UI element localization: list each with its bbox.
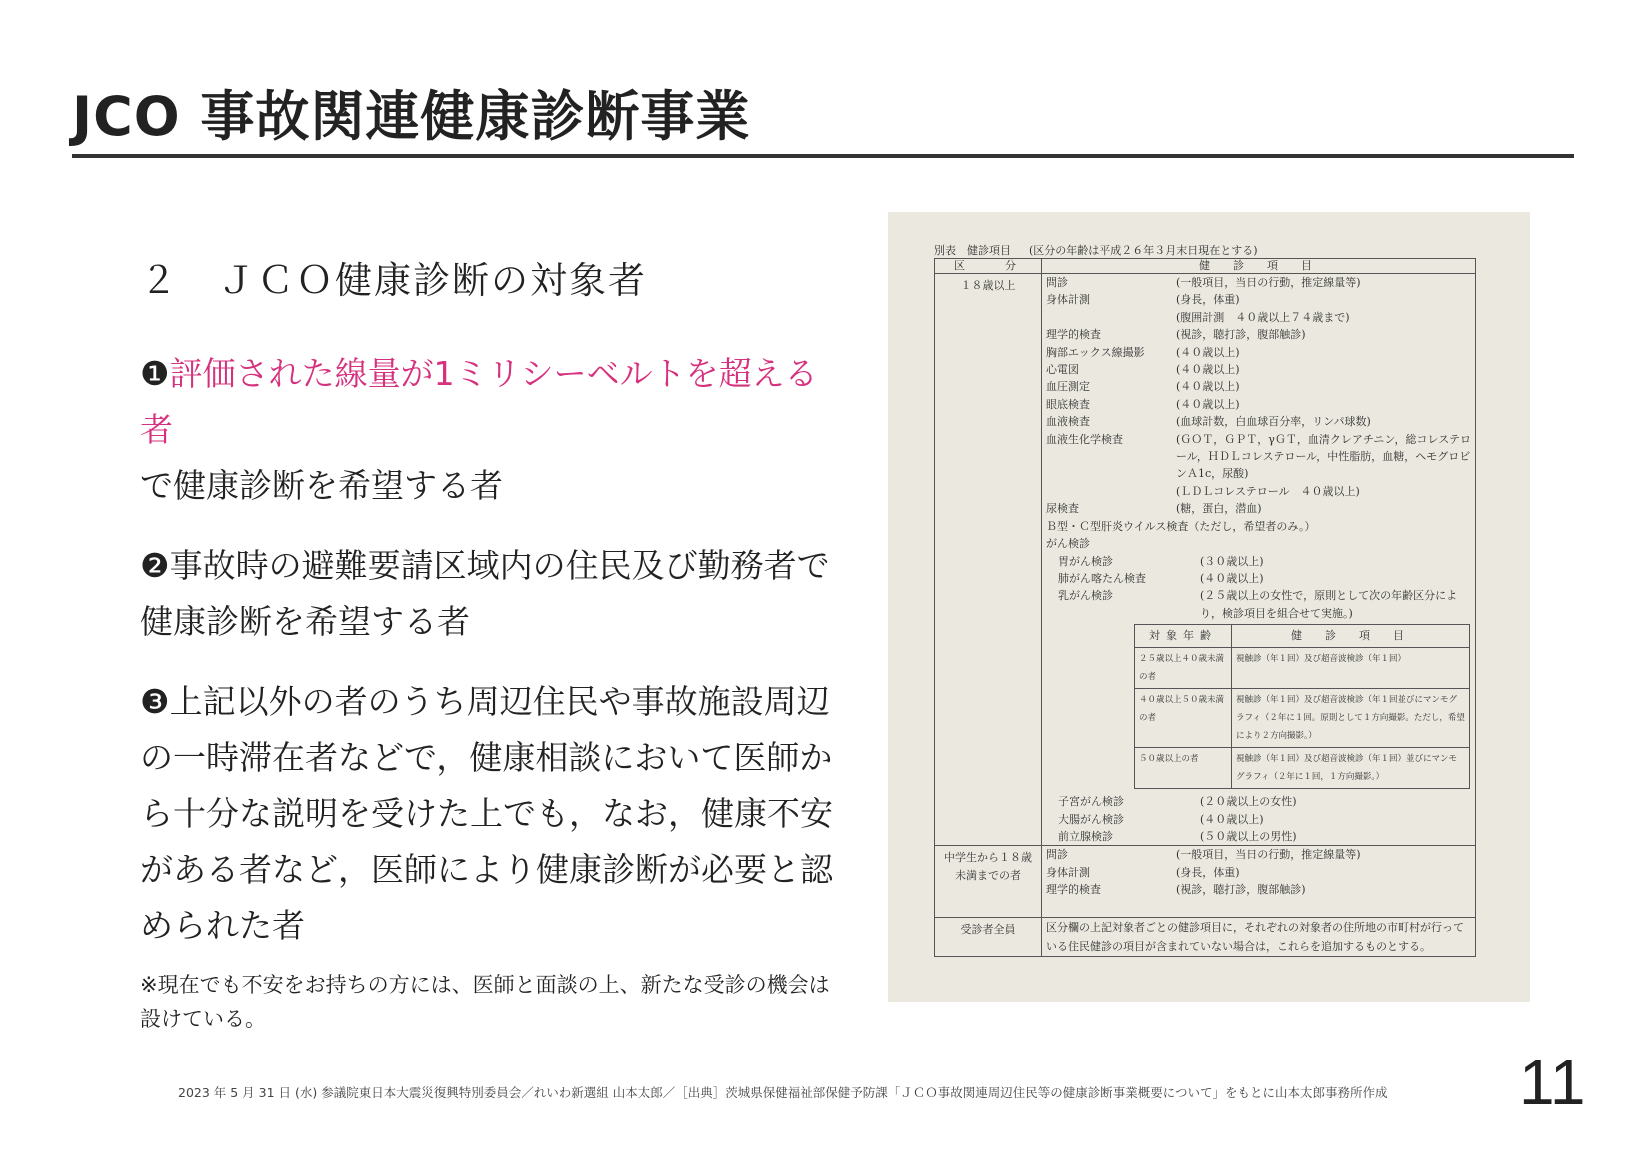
- breast-exam-table: 対象年齢 健 診 項 目 ２５歳以上４０歳未満の者 視触診（年１回）及び超音波検診（年１回） ４０歳以上５０歳未満の者 視触診（年１回）及び超音波検診（年１回並びにマンモグラフィ（２年に１回。原則として１方向撮影。ただし，希望により２方向撮影。） ５０歳以上の者 視触診（年１回）及び超音波検診（年１回）並びにマンモグラフィ（２年に１回，１方向撮影。）: [1134, 624, 1470, 789]
- page-title: JCO 事故関連健康診断事業: [72, 85, 751, 148]
- list-item: 肺がん喀たん検査 (４０歳以上): [1058, 571, 1264, 585]
- criterion-1-highlight: 評価された線量が1ミリシーベルトを超える者: [140, 354, 818, 449]
- all-items: 区分欄の上記対象者ごとの健診項目に，それぞれの対象者の住所地の市町村が行っている住民健診の項目が含まれていない場合は，これらを追加するものとする。: [1042, 917, 1476, 956]
- list-item: 尿検査 (糖，蛋白，潜血): [1046, 502, 1262, 516]
- list-item: 乳がん検診 (２５歳以上の女性で，原則として次の年齢区分により，検診項目を組合せて実施。): [1058, 589, 1458, 620]
- list-item: 身体計測 (身長，体重): [1046, 865, 1240, 879]
- criterion-1-text: で健康診断を希望する者: [140, 466, 503, 505]
- table-header-category: 区 分: [935, 259, 1042, 274]
- table-row: ４０歳以上５０歳未満の者 視触診（年１回）及び超音波検診（年１回並びにマンモグラフィ（２年に１回。原則として１方向撮影。ただし，希望により２方向撮影。）: [1135, 689, 1470, 748]
- list-item: 理学的検査 (視診，聴打診，腹部触診): [1046, 883, 1306, 897]
- section-heading: ２ ＪＣＯ健康診断の対象者: [140, 259, 647, 302]
- list-item: 胸部エックス線撮影 (４０歳以上): [1046, 345, 1240, 359]
- title-divider: [72, 154, 1574, 158]
- list-item: 血液生化学検査 (ＧＯＴ，ＧＰＴ，γＧＴ，血清クレアチニン，総コレステロール，ＨＤＬコレステロール，中性脂肪，血糖，ヘモグロビンＡ1c，尿酸): [1046, 432, 1471, 481]
- adult-items: [1042, 274, 1476, 846]
- table-row: ５０歳以上の者 視触診（年１回）及び超音波検診（年１回）並びにマンモグラフィ（２年に１回，１方向撮影。）: [1135, 748, 1470, 789]
- number-3-icon: ❸: [140, 682, 170, 721]
- footnote: ※現在でも不安をお持ちの方には、医師と面談の上、新たな受診の機会は設けている。: [140, 973, 830, 1031]
- list-item: 眼底検査 (４０歳以上): [1046, 397, 1240, 411]
- list-item: 理学的検査 (視診，聴打診，腹部触診): [1046, 328, 1306, 342]
- table-header-items: 健 診 項 目: [1042, 259, 1476, 274]
- list-item: 前立腺検診 (５０歳以上の男性): [1058, 829, 1297, 843]
- target-list-panel: [140, 250, 840, 1036]
- list-item: 血液検査 (血球計数，白血球百分率，リンパ球数): [1046, 415, 1371, 429]
- table-row: [935, 846, 1476, 917]
- criterion-2: [140, 538, 840, 650]
- minor-items: [1042, 846, 1476, 917]
- exam-items-table: [934, 258, 1476, 957]
- hepatitis-item: Ｂ型・Ｃ型肝炎ウイルス検査（ただし，希望者のみ。）: [1046, 519, 1316, 533]
- list-item: 子宮がん検診 (２０歳以上の女性): [1058, 795, 1297, 809]
- category-all: 受診者全員: [935, 917, 1042, 956]
- criterion-3-text: 上記以外の者のうち周辺住民や事故施設周辺の一時滞在者などで，健康相談において医師から十分な説明を受けた上でも，なお，健康不安がある者など，医師により健康診断が必要と認められた者: [140, 682, 833, 945]
- table-row: [935, 274, 1476, 846]
- list-item: (腹囲計測 ４０歳以上７４歳まで): [1176, 310, 1350, 324]
- list-item: 大腸がん検診 (４０歳以上): [1058, 812, 1264, 826]
- list-item: 血圧測定 (４０歳以上): [1046, 380, 1240, 394]
- criterion-2-text: 事故時の避難要請区域内の住民及び勤務者で健康診断を希望する者: [140, 546, 830, 641]
- table-row: ２５歳以上４０歳未満の者 視触診（年１回）及び超音波検診（年１回）: [1135, 648, 1470, 689]
- criterion-3: [140, 674, 840, 954]
- document-caption: [934, 242, 1476, 258]
- list-item: (ＬＤＬコレステロール ４０歳以上): [1176, 484, 1360, 498]
- category-minor: 中学生から１８歳未満までの者: [935, 846, 1042, 917]
- number-1-icon: ❶: [140, 354, 170, 393]
- criterion-1: [140, 346, 840, 514]
- list-item: 心電図 (４０歳以上): [1046, 363, 1240, 377]
- number-2-icon: ❷: [140, 546, 170, 585]
- document-caption-note: (区分の年齢は平成２６年３月末日現在とする): [1029, 244, 1258, 257]
- list-item: 身体計測 (身長，体重): [1046, 293, 1240, 307]
- list-item: 問診 (一般項目，当日の行動，推定線量等): [1046, 276, 1361, 289]
- scanned-document: [888, 212, 1530, 1002]
- table-row: [935, 917, 1476, 956]
- document-caption-title: 別表 健診項目: [934, 244, 1011, 257]
- category-adult: １８歳以上: [935, 274, 1042, 846]
- page-number: 11: [1519, 1046, 1586, 1118]
- source-footer: 2023 年 5 月 31 日 (水) 参議院東日本大震災復興特別委員会／れいわ新選組 山本太郎／［出典］茨城県保健福祉部保健予防課「ＪＣＯ事故関連周辺住民等の健康診断事業概要について」をもとに山本太郎事務所作成: [178, 1085, 1388, 1100]
- list-item: 問診 (一般項目，当日の行動，推定線量等): [1046, 848, 1361, 862]
- list-item: 胃がん検診 (３０歳以上): [1058, 554, 1264, 568]
- cancer-label: がん検診: [1046, 537, 1090, 551]
